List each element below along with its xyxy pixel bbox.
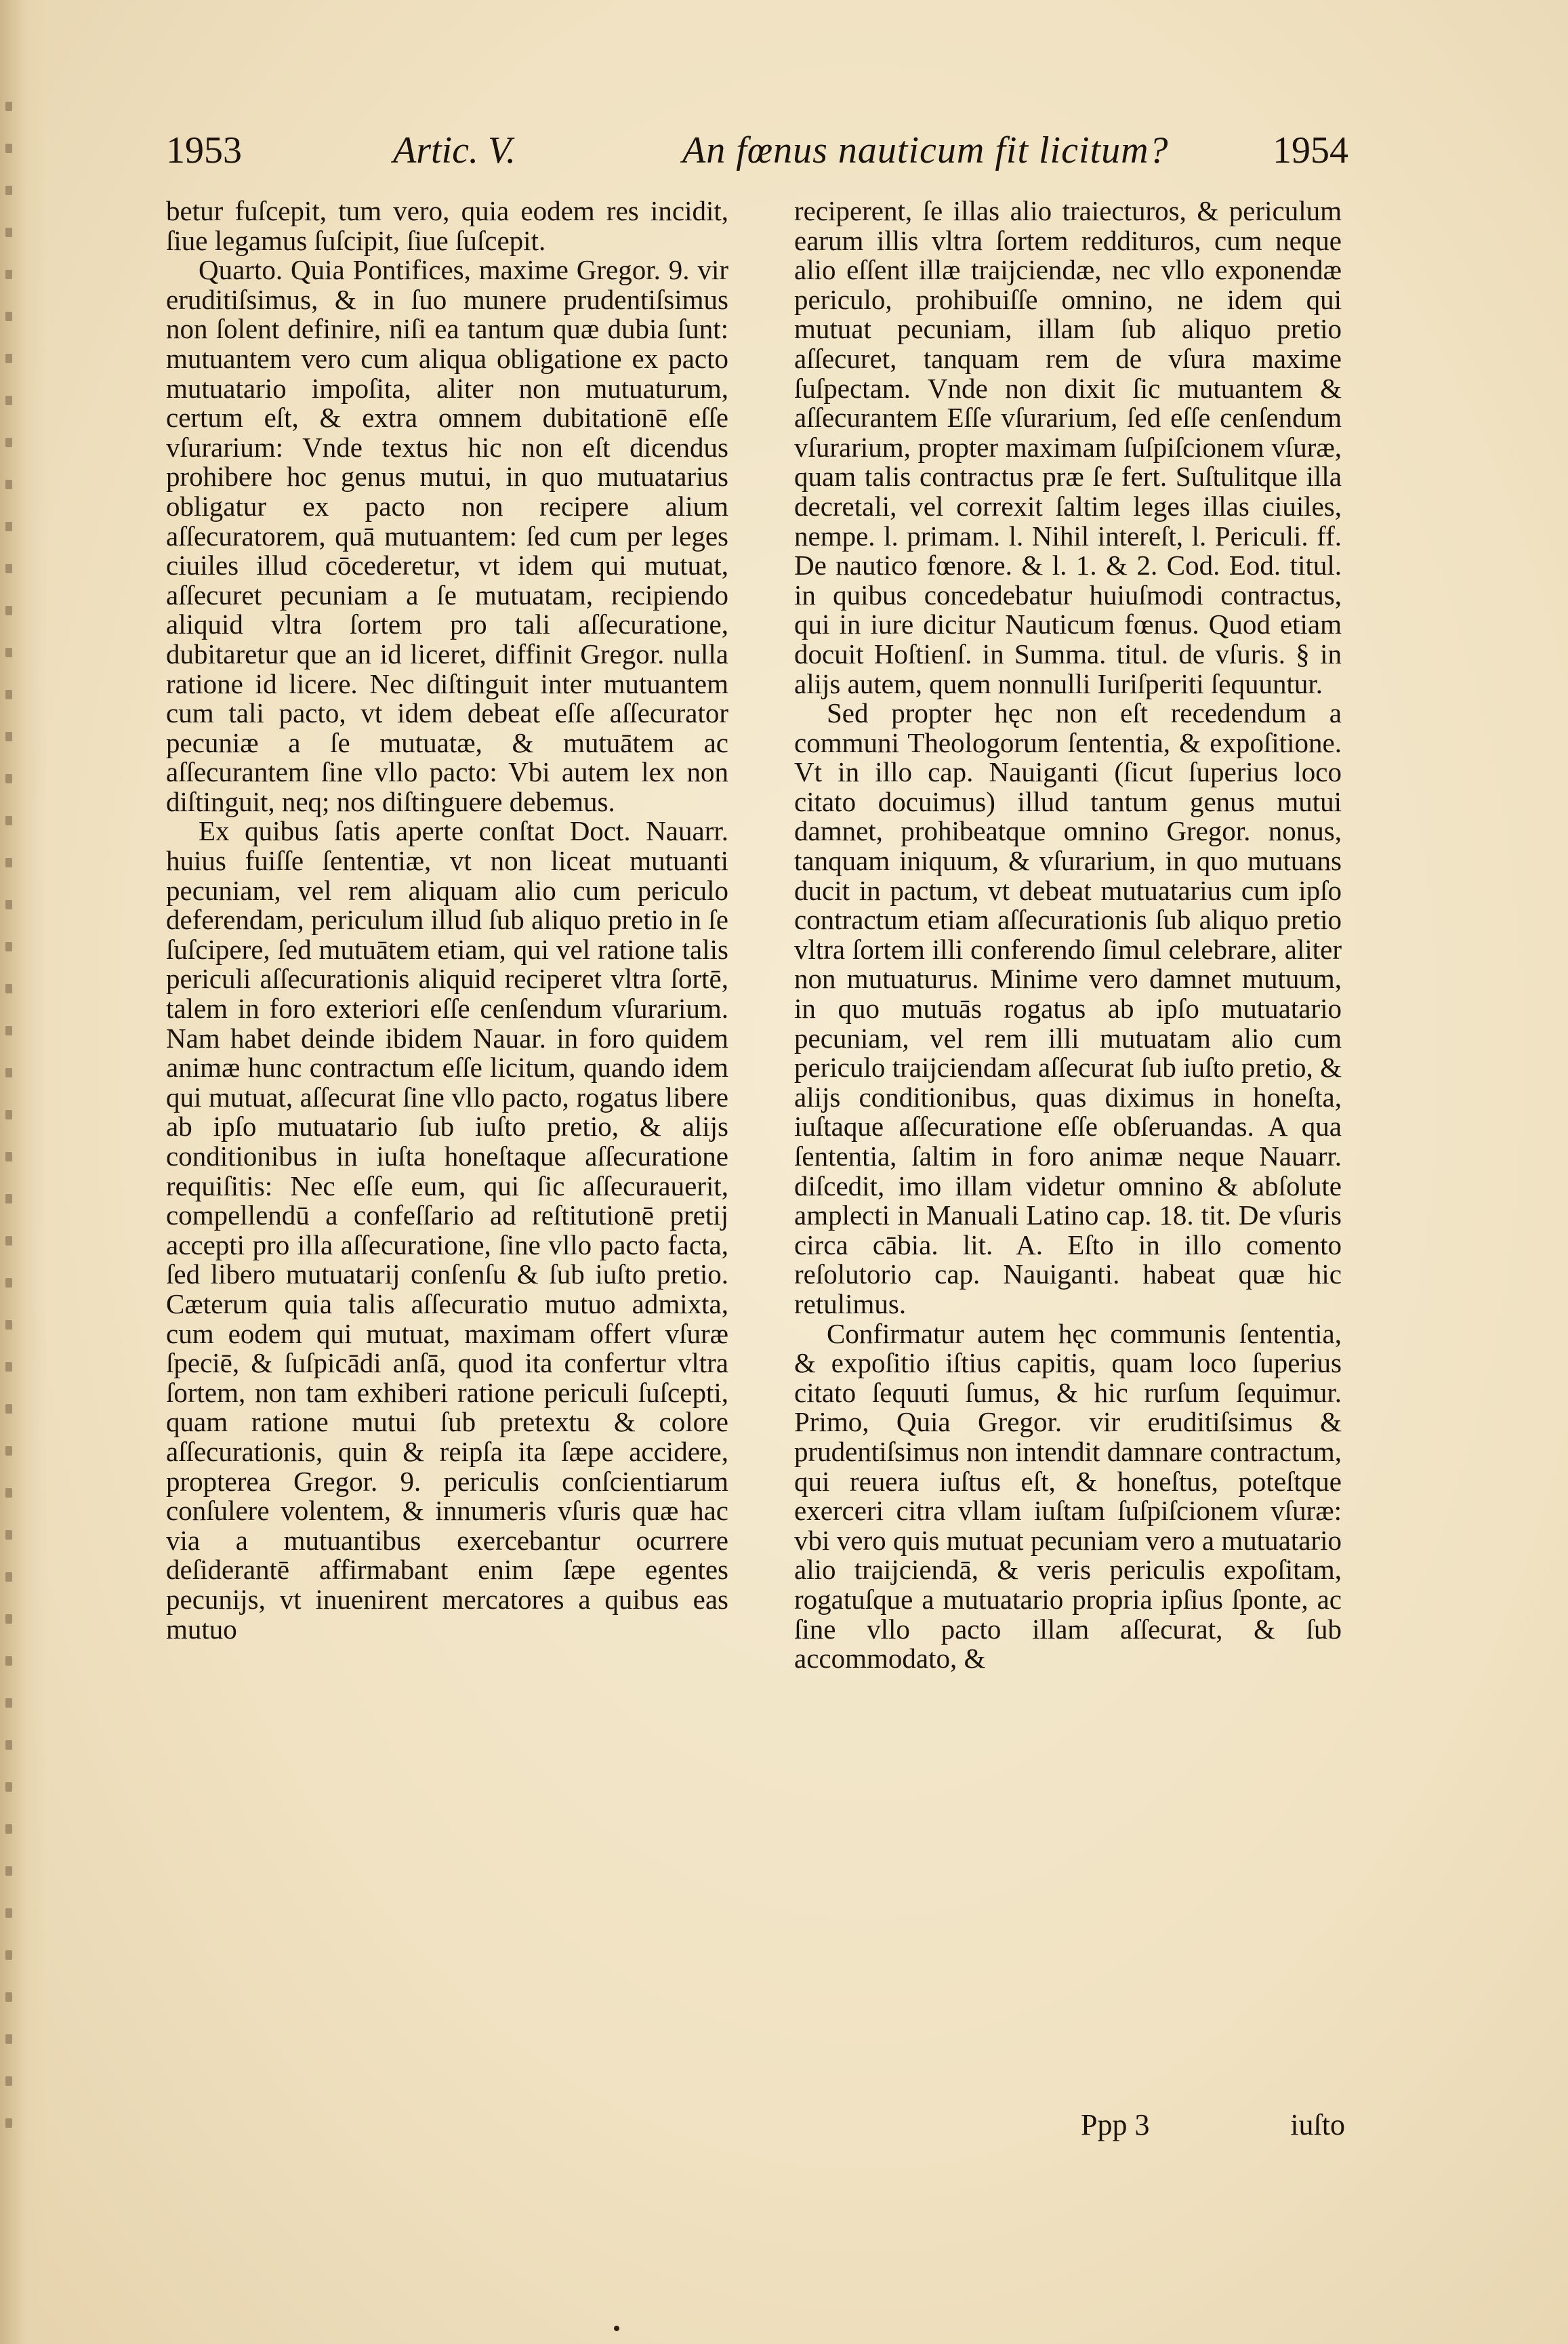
running-header	[166, 129, 1348, 190]
right-folio-number: 1954	[1273, 129, 1348, 171]
signature-mark: Ppp 3	[1081, 2108, 1150, 2141]
paragraph: Confirmatur autem hęc communis ſententia, & expoſitio iſtius capitis, quam loco ſuperius citato ſequuti ſumus, & hic rurſum ſequimur. Primo, Quia Gregor. vir eruditiſsimus & prudentiſsimus non intendit damnare contractum, qui reuera iuſtus eſt, & honeſtus, poteſtque exerceri citra vllam iuſtam ſuſpiſcionem vſuræ: vbi vero quis mutuat pecuniam vero a mutuatario alio traijciendā, & veris periculis expoſitam, rogatuſque a mutuatario propria ipſius ſponte, ac ſine vllo pacto illam aſſecurat, & ſub accommodato, &	[794, 1317, 1342, 1674]
left-folio-number: 1953	[166, 129, 242, 171]
article-heading: Artic. V.	[393, 129, 516, 171]
right-text-column	[794, 197, 1342, 1674]
paragraph: reciperent, ſe illas alio traiecturos, & periculum earum illis vltra ſortem reddituros, cum neque alio eſſent illæ traijciendæ, nec vllo exponendæ periculo, prohibuiſſe omnino, ne idem qui mutuat pecuniam, illam ſub aliquo pretio aſſecuret, tanquam rem de vſura maxime ſuſpectam. Vnde non dixit ſic mutuantem & aſſecurantem Eſſe vſurarium, ſed eſſe cenſendum vſurarium, propter maximam ſuſpiſcionem vſuræ, quam talis contractus præ ſe fert. Suſtulitque illa decretali, vel correxit ſaltim leges illas ciuiles, nempe. l. primam. l. Nihil intereſt, l. Periculi. ff. De nautico fœnore. & l. 1. & 2. Cod. Eod. titul. in quibus concedebatur huiuſmodi contractus, qui in iure dicitur Nauticum fœnus. Quod etiam docuit Hoſtienſ. in Summa. titul. de vſuris. § in alijs autem, quem nonnulli Iuriſperiti ſequuntur.	[794, 195, 1342, 699]
paragraph: betur fuſcepit, tum vero, quia eodem res incidit, ſiue legamus ſuſcipit, ſiue ſuſcepit.	[166, 195, 728, 256]
question-heading: An fœnus nauticum fit licitum?	[682, 129, 1169, 171]
paragraph: Sed propter hęc non eſt recedendum a communi Theologorum ſententia, & expoſitione. Vt in illo cap. Nauiganti (ſicut ſuperius loco citato docuimus) illud tantum genus mutui damnet, prohibeatque omnino Gregor. nonus, tanquam iniquum, & vſurarium, in quo mutuans ducit in pactum, vt debeat mutuatarius cum ipſo contractum etiam aſſecurationis ſub aliquo pretio vltra ſortem illi conferendo ſimul celebrare, aliter non mutuaturus. Minime vero damnet mutuum, in quo mutuās rogatus ab ipſo mutuatario pecuniam, vel rem illi mutuatam alio cum periculo traijciendam aſſecurat ſub iuſto pretio, & alijs conditionibus, quas diximus in honeſta, iuſtaque aſſecuratione eſſe obſeruandas. A qua ſententia, ſaltim in foro animæ neque Nauarr. diſcedit, imo illam videtur omnino & abſolute amplecti in Manuali Latino cap. 18. tit. De vſuris circa cābia. lit. A. Eſto in illo comento reſolutorio cap. Nauiganti. habeat quæ hic retulimus.	[794, 697, 1342, 1319]
paragraph: Ex quibus ſatis aperte conſtat Doct. Nauarr. huius fuiſſe ſententiæ, vt non liceat mutuanti pecuniam, vel rem aliquam alio cum periculo deferendam, periculum illud ſub aliquo pretio in ſe ſuſcipere, ſed mutuātem etiam, qui vel ratione talis periculi aſſecurationis aliquid reciperet vltra ſortē, talem in foro exteriori eſſe cenſendum vſurarium. Nam habet deinde ibidem Nauar. in foro quidem animæ hunc contractum eſſe licitum, quando idem qui mutuat, aſſecurat ſine vllo pacto, rogatus libere ab ipſo mutuatario ſub iuſto pretio, & alijs conditionibus in iuſta honeſtaque aſſecuratione requiſitis: Nec eſſe eum, qui ſic aſſecurauerit, compellendū a confeſſario ad reſtitutionē pretij accepti pro illa aſſecuratione, ſine vllo pacto facta, ſed libero mutuatarij conſenſu & ſub iuſto pretio. Cæterum quia talis aſſecuratio mutuo admixta, cum eodem qui mutuat, maximam offert vſuræ ſpeciē, & ſuſpicādi anſā, quod ita confertur vltra ſortem, non tam exhiberi ratione periculi ſuſcepti, quam ratione mutui ſub pretextu & colore aſſecurationis, quin & reipſa ita ſæpe accidere, propterea Gregor. 9. periculis conſcientiarum conſulere volentem, & innumeris vſuris quæ hac via a mutuantibus exercebantur ocurrere deſiderantē affirmabant enim ſæpe egentes pecunijs, vt inuenirent mercatores a quibus eas mutuo	[166, 815, 728, 1645]
paragraph: Quarto. Quia Pontifices, maxime Gregor. 9. vir eruditiſsimus, & in ſuo munere prudentiſsimus non ſolent definire, niſi ea tantum quæ dubia ſunt: mutuantem vero cum aliqua obligatione ex pacto mutuatario impoſita, aliter non mutuaturum, certum eſt, & extra omnem dubitationē eſſe vſurarium: Vnde textus hic non eſt dicendus prohibere hoc genus mutui, in quo mutuatarius obligatur ex pacto non recipere alium aſſecuratorem, quā mutuantem: ſed cum per leges ciuiles illud cōcederetur, vt idem qui mutuat, aſſecuret pecuniam a ſe mutuatam, recipiendo aliquid vltra ſortem pro tali aſſecuratione, dubitaretur que an id liceret, diffinit Gregor. nulla ratione id licere. Nec diſtinguit inter mutuantem cum tali pacto, vt idem debeat eſſe aſſecurator pecuniæ a ſe mutuatæ, & mutuātem ac aſſecurantem ſine vllo pacto: Vbi autem lex non diſtinguit, neq; nos diſtinguere debemus.	[166, 254, 728, 817]
gutter-marks	[3, 102, 18, 2236]
ink-dot	[614, 2326, 619, 2331]
left-text-column	[166, 197, 728, 1644]
footer	[1081, 2107, 1345, 2148]
catchword: iuſto	[1290, 2108, 1345, 2141]
